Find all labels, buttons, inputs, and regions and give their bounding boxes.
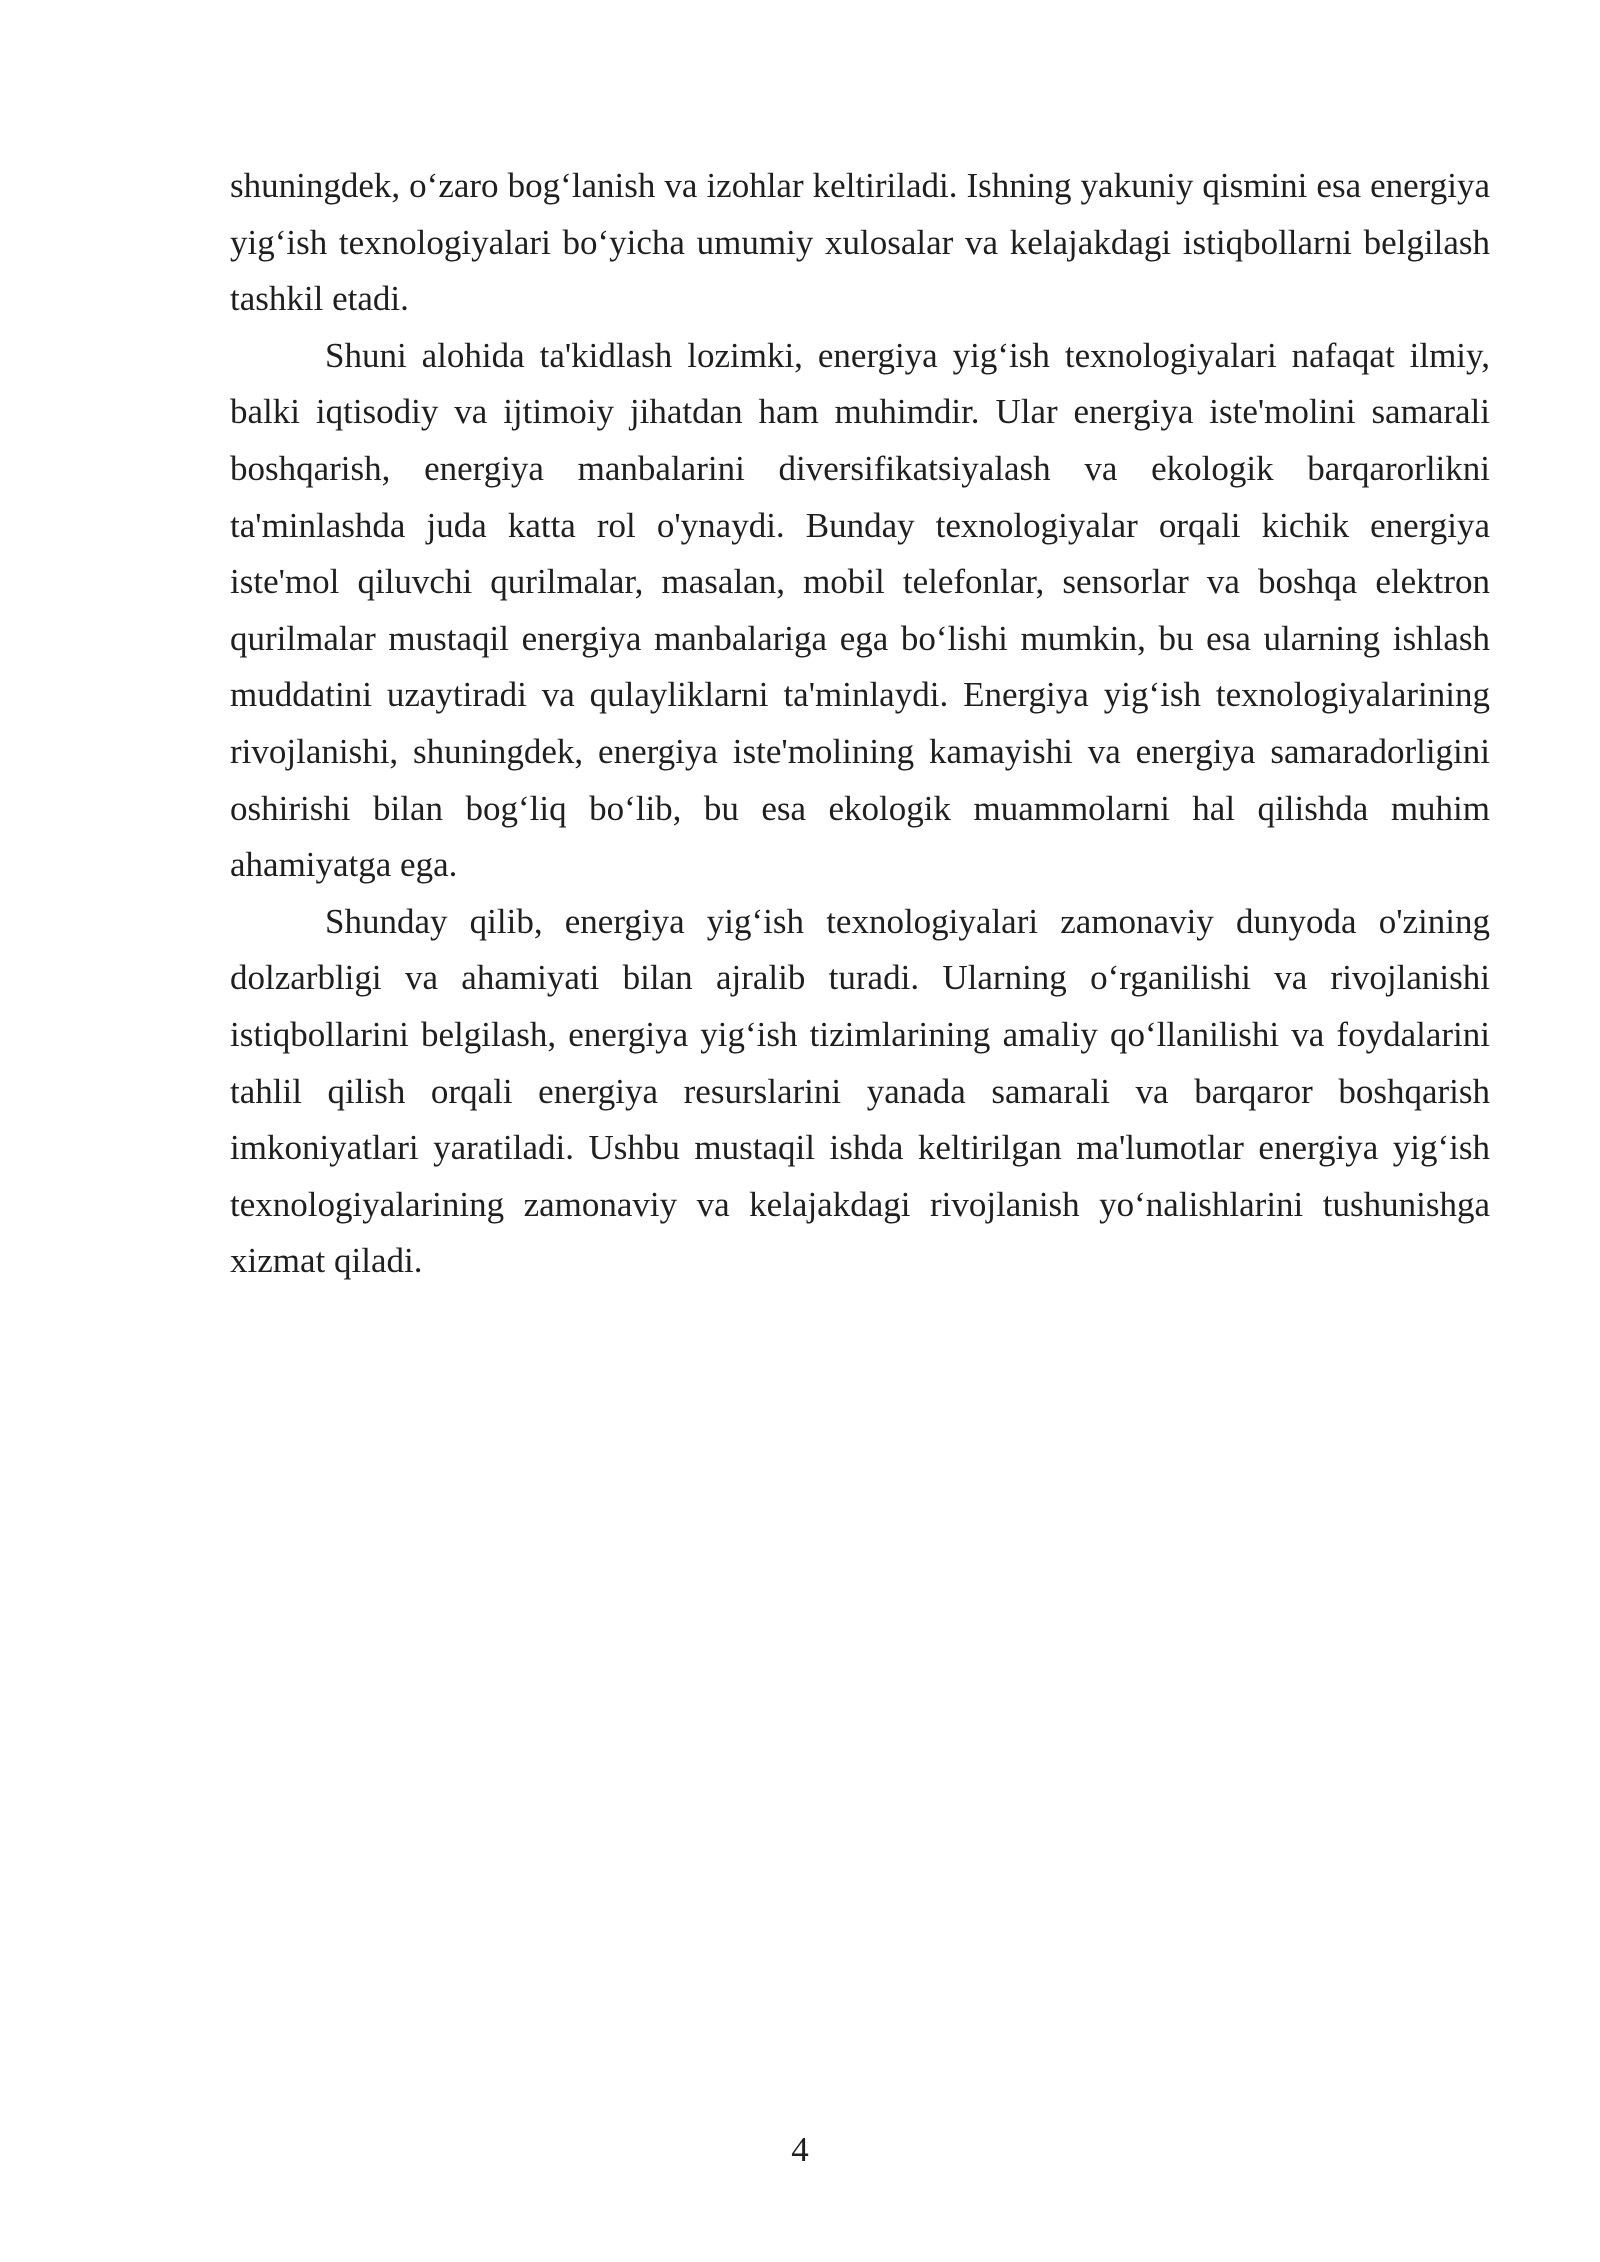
paragraph-importance: Shuni alohida ta'kidlash lozimki, energiya yig‘ish texnologiyalari nafaqat ilmiy, balki iqtisodiy va ijtimoiy jihatdan ham muhimdir. Ular energiya iste'molini samarali boshqarish, energiya manbalarini diversifikatsiyalash va ekologik barqarorlikni ta'minlashda juda katta rol o'ynaydi. Bunday texnologiyalar orqali kichik energiya iste'mol qiluvchi qurilmalar, masalan, mobil telefonlar, sensorlar va boshqa elektron qurilmalar mustaqil energiya manbalariga ega bo‘lishi mumkin, bu esa ularning ishlash muddatini uzaytiradi va qulayliklarni ta'minlaydi. Energiya yig‘ish texnologiyalarining rivojlanishi, shuningdek, energiya iste'molining kamayishi va energiya samaradorligini oshirishi bilan bog‘liq bo‘lib, bu esa ekologik muammolarni hal qilishda muhim ahamiyatga ega. [230,335,1490,885]
paragraph-continuation: shuningdek, o‘zaro bog‘lanish va izohlar keltiriladi. Ishning yakuniy qismini esa energiya yig‘ish texnologiyalari bo‘yicha umumiy xulosalar va kelajakdagi istiqbollarni belgilash tashkil etadi. [230,166,1490,319]
paragraph-conclusion: Shunday qilib, energiya yig‘ish texnologiyalari zamonaviy dunyoda o'zining dolzarbligi va ahamiyati bilan ajralib turadi. Ularning o‘rganilishi va rivojlanishi istiqbollarini belgilash, energiya yig‘ish tizimlarining amaliy qo‘llanilishi va foydalarini tahlil qilish orqali energiya resurslarini yanada samarali va barqaror boshqarish imkoniyatlari yaratiladi. Ushbu mustaqil ishda keltirilgan ma'lumotlar energiya yig‘ish texnologiyalarining zamonaviy va kelajakdagi rivojlanish yo‘nalishlarini tushunishga xizmat qiladi. [230,901,1490,1281]
body-text [230,158,1490,1290]
page-number: 4 [791,2130,809,2169]
